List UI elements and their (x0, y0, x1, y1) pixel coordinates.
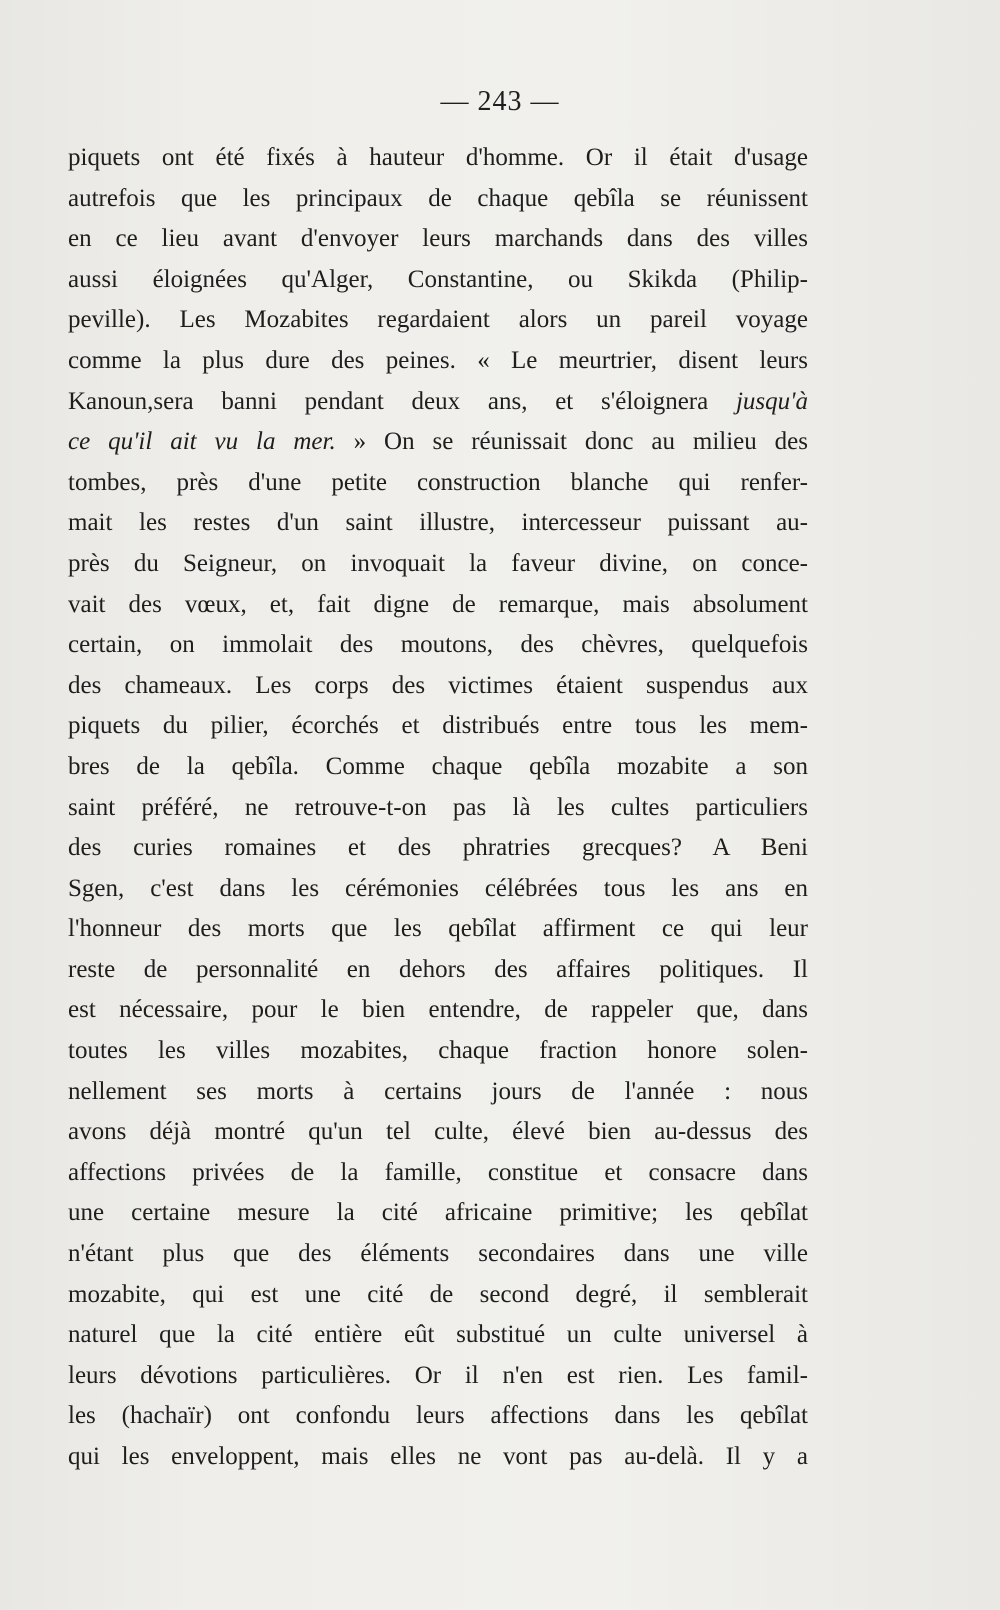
body-text (68, 138, 808, 1478)
text-span: mait les restes d'un saint illustre, intercesseur puissant au- (68, 509, 808, 537)
text-span: autrefois que les principaux de chaque qebîla se réunissent (68, 184, 808, 212)
text-line (68, 747, 808, 788)
text-line (68, 1153, 808, 1194)
text-line (68, 341, 808, 382)
text-line (68, 422, 808, 463)
text-line (68, 1193, 808, 1234)
text-line (68, 1356, 808, 1397)
text-line (68, 1437, 808, 1478)
text-span: comme la plus dure des peines. « Le meurtrier, disent leurs (68, 346, 808, 374)
text-line (68, 300, 808, 341)
text-span: affections privées de la famille, constitue et consacre dans (68, 1158, 808, 1186)
text-span: Kanoun,sera banni pendant deux ans, et s'éloignera (68, 387, 736, 415)
text-line (68, 990, 808, 1031)
text-span: naturel que la cité entière eût substitué un culte universel à (68, 1321, 808, 1349)
text-line (68, 544, 808, 585)
text-span: avons déjà montré qu'un tel culte, élevé bien au-dessus des (68, 1118, 808, 1146)
text-span: certain, on immolait des moutons, des chèvres, quelquefois (68, 631, 808, 659)
text-line (68, 1315, 808, 1356)
text-line (68, 260, 808, 301)
text-span: une certaine mesure la cité africaine primitive; les qebîlat (68, 1199, 808, 1227)
page-number: — 243 — (440, 86, 560, 117)
italic-text-span: jusqu'à (735, 387, 808, 415)
text-span: peville). Les Mozabites regardaient alors un pareil voyage (68, 306, 808, 334)
text-span: toutes les villes mozabites, chaque fraction honore solen- (68, 1037, 808, 1065)
text-line (68, 909, 808, 950)
text-span: nellement ses morts à certains jours de l'année : nous (68, 1077, 808, 1105)
text-line (68, 706, 808, 747)
text-span: près du Seigneur, on invoquait la faveur divine, on conce- (68, 549, 808, 577)
text-span: des chameaux. Les corps des victimes étaient suspendus aux (68, 671, 808, 699)
text-line (68, 950, 808, 991)
text-span: des curies romaines et des phratries grecques? A Beni (68, 834, 808, 862)
text-line (68, 382, 808, 423)
text-span: mozabite, qui est une cité de second degré, il semblerait (68, 1280, 808, 1308)
text-span: les (hachaïr) ont confondu leurs affections dans les qebîlat (68, 1402, 808, 1430)
text-span: tombes, près d'une petite construction blanche qui renfer- (68, 468, 808, 496)
text-line (68, 788, 808, 829)
text-line (68, 1396, 808, 1437)
text-line (68, 1072, 808, 1113)
text-span: bres de la qebîla. Comme chaque qebîla mozabite a son (68, 752, 808, 780)
text-span: l'honneur des morts que les qebîlat affirment ce qui leur (68, 915, 808, 943)
text-line (68, 625, 808, 666)
text-span: Sgen, c'est dans les cérémonies célébrées tous les ans en (68, 874, 808, 902)
text-span: est nécessaire, pour le bien entendre, de rappeler que, dans (68, 996, 808, 1024)
text-span: piquets ont été fixés à hauteur d'homme. Or il était d'usage (68, 144, 808, 171)
text-line (68, 219, 808, 260)
text-span: n'étant plus que des éléments secondaires dans une ville (68, 1240, 808, 1268)
text-line (68, 463, 808, 504)
text-span: piquets du pilier, écorchés et distribués entre tous les mem- (68, 712, 808, 740)
text-line (68, 1275, 808, 1316)
text-line (68, 828, 808, 869)
text-line (68, 179, 808, 220)
text-span: vait des vœux, et, fait digne de remarque, mais absolument (68, 590, 808, 618)
text-line (68, 1031, 808, 1072)
text-span: reste de personnalité en dehors des affaires politiques. Il (68, 955, 808, 983)
italic-text-span: ce qu'il ait vu la mer. (68, 428, 336, 456)
text-line (68, 666, 808, 707)
text-line (68, 503, 808, 544)
text-line (68, 869, 808, 910)
text-line (68, 138, 808, 179)
text-span: en ce lieu avant d'envoyer leurs marchands dans des villes (68, 225, 808, 253)
text-span: aussi éloignées qu'Alger, Constantine, ou Skikda (Philip- (68, 265, 808, 293)
text-span: leurs dévotions particulières. Or il n'en est rien. Les famil- (68, 1361, 808, 1389)
text-line (68, 585, 808, 626)
text-span: qui les enveloppent, mais elles ne vont pas au-delà. Il y a (68, 1443, 808, 1470)
text-span: » On se réunissait donc au milieu des (335, 428, 808, 456)
text-line (68, 1112, 808, 1153)
text-span: saint préféré, ne retrouve-t-on pas là les cultes particuliers (68, 793, 808, 821)
text-line (68, 1234, 808, 1275)
